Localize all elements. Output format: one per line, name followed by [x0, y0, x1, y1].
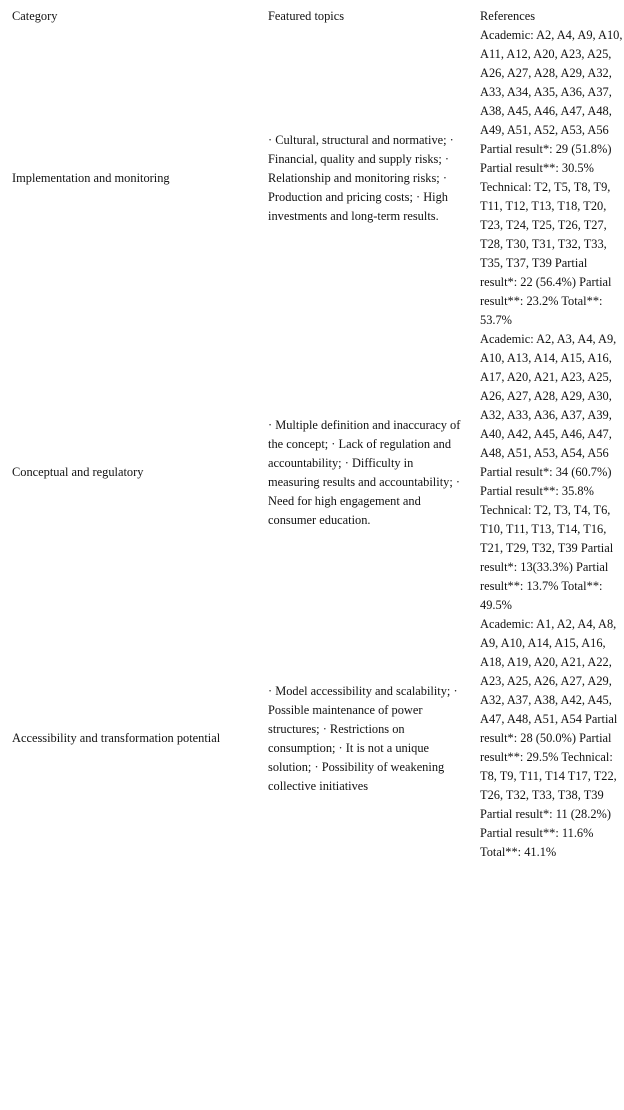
row-category: Conceptual and regulatory: [12, 465, 144, 479]
row-references: Academic: A1, A2, A4, A8, A9, A10, A14, A15, A16, A18, A19, A20, A21, A22, A23, A25, A26, A27, A29, A32, A37, A38, A42, A45, A47, A48, A51, A54 Partial result*: 28 (50.0%) Partial result**: 29.5% Technical: T8, T9, T11, T14 T17, T22, T26, T32, T33, T38, T39 Partial result*: 11 (28.2%) Partial result**: 11.6% Total**: 41.1%: [480, 617, 618, 859]
table-row: [0, 615, 624, 862]
row-featured-topics: · Multiple definition and inaccuracy of the concept; · Lack of regulation and accountability; · Difficulty in measuring results and accountability; · Need for high engagement and consumer education.: [268, 417, 461, 527]
row-references: Academic: A2, A3, A4, A9, A10, A13, A14, A15, A16, A17, A20, A21, A23, A25, A26, A27, A28, A29, A30, A32, A33, A36, A37, A39, A40, A42, A45, A46, A47, A48, A51, A53, A54, A56 Partial result*: 34 (60.7%) Partial result**: 35.8% Technical: T2, T3, T4, T6, T10, T11, T13, T14, T16, T21, T29, T32, T39 Partial result*: 13(33.3%) Partial result**: 13.7% Total**: 49.5%: [480, 332, 617, 612]
header-row: [0, 7, 624, 26]
table-row: [0, 330, 624, 615]
row-category: Implementation and monitoring: [12, 170, 170, 185]
row-category: Accessibility and transformation potential: [12, 731, 221, 745]
header-references: References: [480, 9, 536, 23]
row-featured-topics: · Model accessibility and scalability; · Possible maintenance of power structures; · Restrictions on consumption; · It is not a unique solution; · Possibility of weakening collective initiatives: [268, 683, 458, 793]
header-featured-topics: Featured topics: [268, 9, 345, 23]
row-featured-topics: · Cultural, structural and normative; · Financial, quality and supply risks; · Relationship and monitoring risks; · Production and pricing costs; · High investments and long-term results.: [268, 132, 454, 223]
table-row: [0, 26, 624, 330]
categories-table: [0, 7, 624, 862]
header-category: Category: [12, 9, 58, 23]
row-references: Academic: A2, A4, A9, A10, A11, A12, A20, A23, A25, A26, A27, A28, A29, A32, A33, A34, A35, A36, A37, A38, A45, A46, A47, A48, A49, A51, A52, A53, A56 Partial result*: 29 (51.8%) Partial result**: 30.5% Technical: T2, T5, T8, T9, T11, T12, T13, T18, T20, T23, T24, T25, T26, T27, T28, T30, T31, T32, T33, T35, T37, T39 Partial result*: 22 (56.4%) Partial result**: 23.2% Total**: 53.7%: [480, 28, 623, 327]
